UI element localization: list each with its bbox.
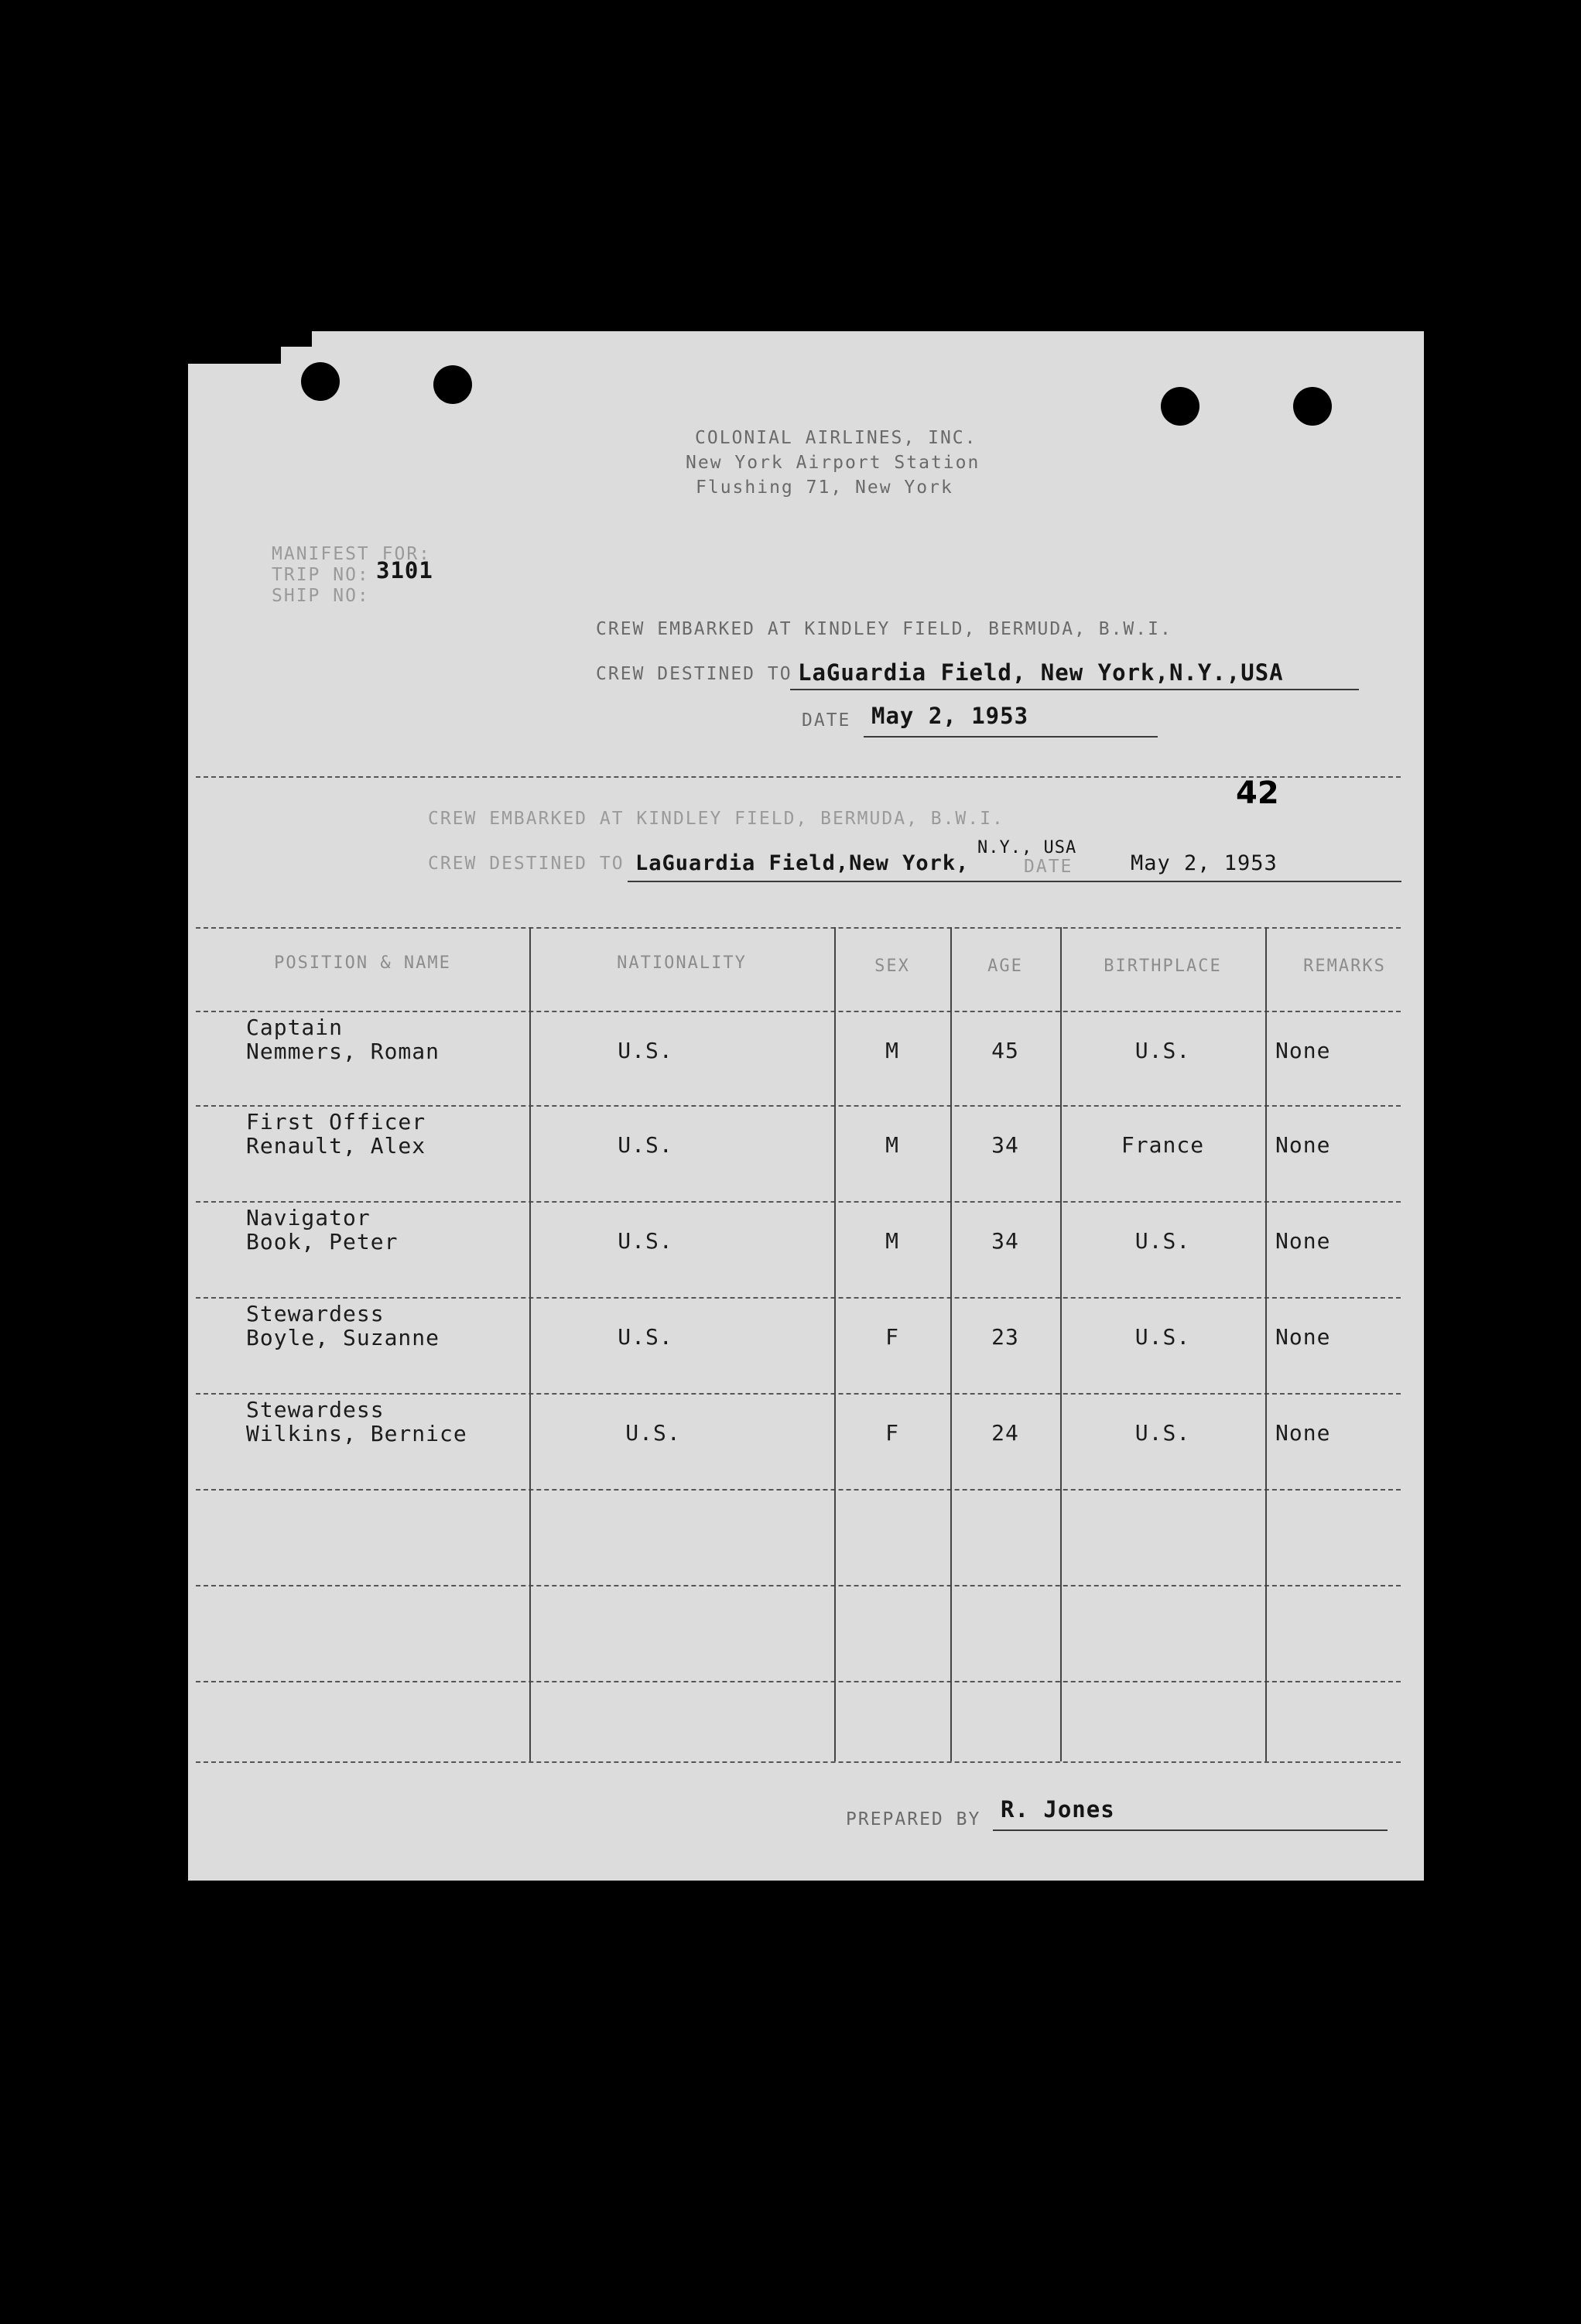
header-age: AGE [987,957,1023,976]
crew-remarks: None [1275,1228,1331,1254]
crew-name: Book, Peter [246,1229,399,1254]
crew-age: 34 [991,1132,1019,1158]
manifest-sheet [188,331,1424,1881]
crew-position: Stewardess [246,1397,385,1422]
crew-birthplace: U.S. [1134,1324,1191,1350]
crew-name: Boyle, Suzanne [246,1325,440,1350]
punch-hole [301,362,340,401]
crew-name: Nemmers, Roman [246,1039,440,1064]
page-number: 42 [1236,775,1279,811]
crew-sex: M [885,1038,899,1063]
crew-remarks: None [1275,1038,1331,1063]
crew-age: 24 [991,1420,1019,1446]
crew-remarks: None [1275,1420,1331,1446]
second-destined-value: LaGuardia Field,New York, [635,851,970,875]
second-underline [628,881,1401,882]
crew-birthplace: U.S. [1134,1228,1191,1254]
punch-hole [1161,387,1199,426]
table-row-divider [196,1201,1401,1203]
crew-age: 45 [991,1038,1019,1063]
table-row-divider [196,1585,1401,1586]
crew-birthplace: France [1121,1132,1205,1158]
trip-no-label: TRIP NO: [272,565,370,585]
prepared-by-label: PREPARED BY [846,1809,981,1829]
prepared-by-underline [993,1829,1388,1831]
header-remarks: REMARKS [1303,957,1386,976]
crew-name: Wilkins, Bernice [246,1421,467,1446]
date-value: May 2, 1953 [871,703,1029,729]
punch-hole [1293,387,1332,426]
header-sex: SEX [874,957,910,976]
crew-position: Stewardess [246,1301,385,1326]
torn-edge [281,331,312,347]
crew-nationality: U.S. [618,1324,673,1350]
table-border [196,927,1401,929]
prepared-by-value: R. Jones [1001,1796,1115,1823]
crew-position: Navigator [246,1205,371,1230]
crew-position: Captain [246,1015,344,1040]
crew-position: First Officer [246,1109,426,1135]
date-underline [864,736,1158,738]
embarked-text: CREW EMBARKED AT KINDLEY FIELD, BERMUDA, B.W.I. [596,619,1172,639]
punch-hole [433,365,472,404]
crew-nationality: U.S. [625,1420,681,1446]
crew-age: 23 [991,1324,1019,1350]
crew-nationality: U.S. [618,1132,673,1158]
second-embarked-text: CREW EMBARKED AT KINDLEY FIELD, BERMUDA, B.W.I. [428,809,1004,829]
table-column-divider [1265,927,1267,1761]
manifest-for-label: MANIFEST FOR: [272,544,432,564]
crew-birthplace: U.S. [1134,1420,1191,1446]
destined-value: LaGuardia Field, New York,N.Y.,USA [798,659,1284,686]
crew-sex: M [885,1132,899,1158]
crew-age: 34 [991,1228,1019,1254]
company-station: New York Airport Station [686,453,980,473]
section-divider [196,776,1401,778]
crew-nationality: U.S. [618,1228,673,1254]
company-city: Flushing 71, New York [696,477,953,498]
table-row-divider [196,1011,1401,1012]
second-destined-suffix: N.Y., USA [977,838,1077,857]
destined-label: CREW DESTINED TO [596,664,792,684]
crew-name: Renault, Alex [246,1133,426,1159]
second-date-value: May 2, 1953 [1131,851,1278,875]
table-row-divider [196,1393,1401,1395]
destined-underline [790,689,1359,690]
table-row-divider [196,1297,1401,1299]
crew-remarks: None [1275,1324,1331,1350]
crew-nationality: U.S. [618,1038,673,1063]
second-date-label: DATE [1024,857,1073,877]
date-label: DATE [802,710,851,731]
crew-birthplace: U.S. [1134,1038,1191,1063]
torn-edge [188,331,281,364]
table-row-divider [196,1681,1401,1682]
crew-sex: F [885,1324,899,1350]
table-bottom [196,1761,1401,1763]
crew-remarks: None [1275,1132,1331,1158]
company-name: COLONIAL AIRLINES, INC. [695,428,977,448]
header-nationality: NATIONALITY [617,953,747,973]
header-position-name: POSITION & NAME [274,953,451,973]
second-destined-label: CREW DESTINED TO [428,854,625,874]
table-row-divider [196,1489,1401,1491]
crew-sex: F [885,1420,899,1446]
table-row-divider [196,1105,1401,1107]
header-birthplace: BIRTHPLACE [1104,957,1222,976]
ship-no-label: SHIP NO: [272,586,370,606]
crew-sex: M [885,1228,899,1254]
trip-no-value: 3101 [376,557,433,584]
